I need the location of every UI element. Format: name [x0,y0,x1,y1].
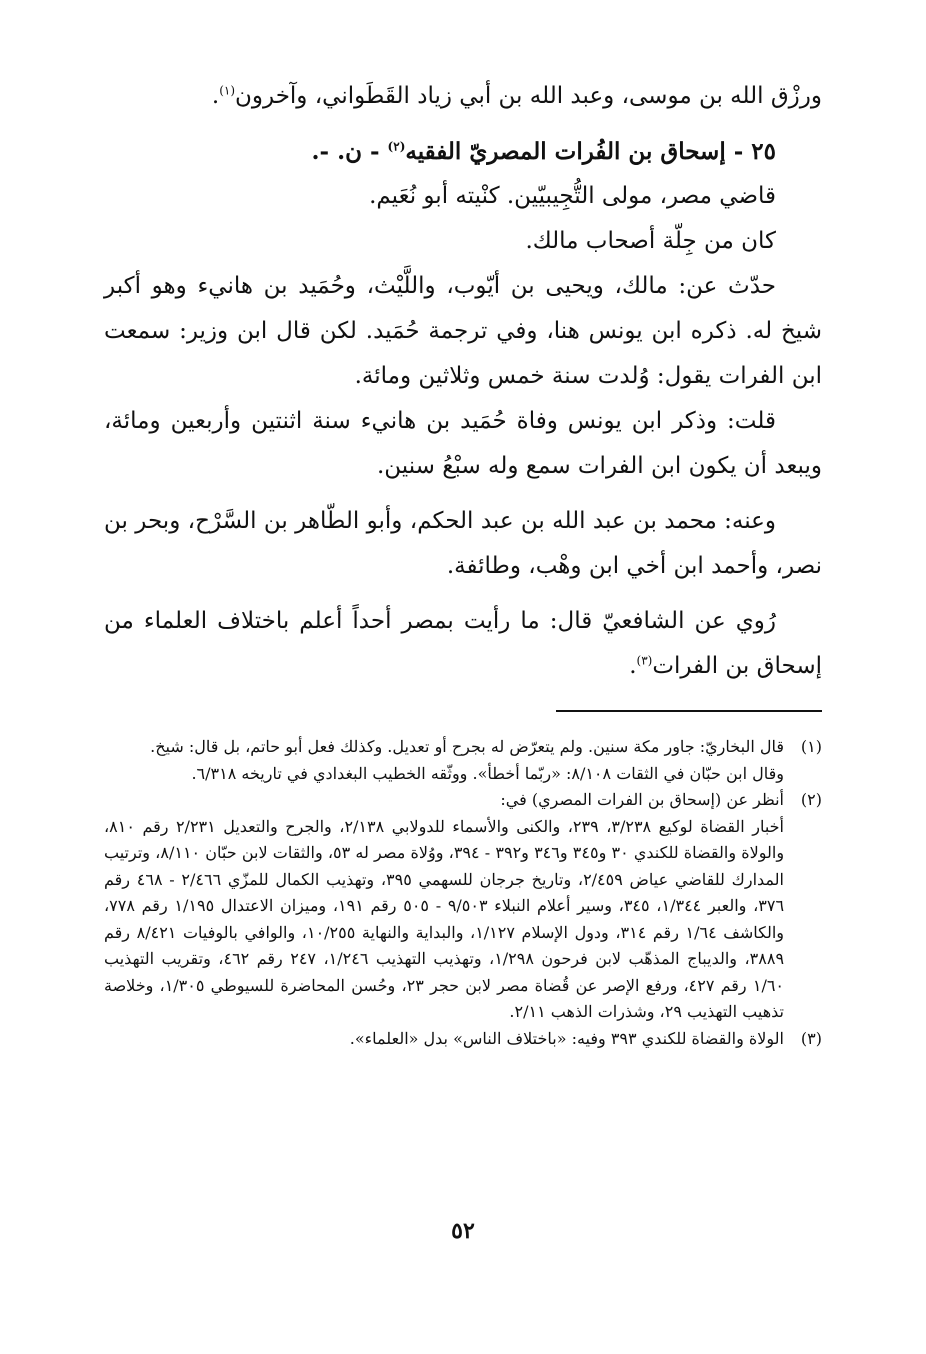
footnote-line: أنظر عن (إسحاق بن الفرات المصري) في: [500,790,784,809]
footnote-line: أخبار القضاة لوكيع ٣/٢٣٨، ٢٣٩، والكنى والأسماء للدولابي ٢/١٣٨، والجرح والتعديل ٢/٢٣١ رقم ٨١٠، والولاة والقضاة للكندي ٣٠ و٣٤٥ و٣٤٦ و٣٩٢ - ٣٩٤، ووُلاة مصر له ٥٣، والثقات لابن حبّان ٨/١١٠، وترتيب المدارك للقاضي عياض ٢/٤٥٩، وتاريخ جرجان للسهمي ٣٩٥، وتهذيب الكمال للمزّي ٢/٤٦٦ - ٤٦٨ رقم ٣٧٦، والعبر ١/٣٤٤، ٣٤٥، وسير أعلام النبلاء ٩/٥٠٣ - ٥٠٥ رقم ١٩١، وميزان الاعتدال ١/١٩٥ رقم ٧٧٨، والكاشف ١/٦٤ رقم ٣١٤، ودول الإسلام ١/١٢٧، والبداية والنهاية ١٠/٢٥٥، والوافي بالوفيات ٨/٤٢١ رقم ٣٨٨٩، والديباج المذهّب لابن فرحون ١/٢٩٨، وتهذيب التهذيب ١/٢٤٦، ٢٤٧ رقم ٤٦٢، وتقريب التهذيب ١/٦٠ رقم ٤٢٧، ورفع الإصر عن قُضاة مصر لابن حجر ٢٣، وحُسن المحاضرة للسيوطي ١/٣٠٥، وخلاصة تذهيب التهذيب ٢٩، وشذرات الذهب ٢/١١. [104,816,785,1021]
intro-line [104,74,822,119]
footnote-line: قال البخاريّ: جاور مكة سنين. ولم يتعرّض له بجرح أو تعديل. وكذلك فعل أبو حاتم، بل قال: شيخ. [150,737,784,756]
haddath-paragraph: حدّث عن: مالك، ويحيى بن أيّوب، واللَّيْث، وحُمَيد بن هانيء وهو أكبر شيخ له. ذكره ابن يونس هنا، وفي ترجمة حُمَيد. لكن قال ابن وزير: سمعت ابن الفرات يقول: وُلدت سنة خمس وثلاثين ومائة. [104,273,822,389]
ruwiya-paragraph [104,599,822,689]
footnote-1 [104,734,822,787]
footnote-ref-1: (١) [219,83,236,98]
entry-title: ٢٥ - إسحاق بن الفُرات المصريّ الفقيه [405,138,776,165]
kana-line: كان من جِلّة أصحاب مالك. [525,228,776,254]
footnote-ref-3: (٣) [636,653,653,668]
footnote-3 [104,1026,822,1053]
footnote-number: (٣) [800,1028,822,1048]
ruwiya-end: . [629,653,637,679]
footnote-number: (١) [800,737,822,756]
footnotes [104,734,822,1052]
intro-text: ورزْق الله بن موسى، وعبد الله بن أبي زياد القَطَواني، وآخرون [235,83,822,109]
qadi-line: قاضي مصر، مولى التُّجِيبيّين. كنْيته أبو نُعَيم. [369,183,776,209]
intro-end: . [211,83,220,109]
ruwiya-text: رُوي عن الشافعيّ قال: ما رأيت بمصر أحداً أعلم باختلاف العلماء من إسحاق بن الفرات [104,608,822,679]
footnote-ref-2: (٢) [387,139,406,154]
qultu-paragraph: قلت: وذكر ابن يونس وفاة حُمَيد بن هانيء سنة اثنتين وأربعين ومائة، ويبعد أن يكون ابن الفرات سمع وله سبْعُ سنين. [104,408,822,479]
footnote-number: (٢) [800,790,822,809]
main-text [104,74,822,689]
entry-heading [104,129,822,174]
entry-heading-end: - ن. -. [311,138,388,165]
page-number: ٥٢ [451,1218,475,1244]
footnote-line: الولاة والقضاة للكندي ٣٩٣ وفيه: «باختلاف الناس» بدل «العلماء». [349,1028,784,1048]
anhu-paragraph: وعنه: محمد بن عبد الله بن عبد الحكم، وأبو الطّاهر بن السَّرْح، وبحر بن نصر، وأحمد ابن أخي ابن وهْب، وطائفة. [104,508,822,579]
footnote-separator [556,710,822,712]
footnote-2 [104,787,822,1026]
footnote-line: وقال ابن حبّان في الثقات ٨/١٠٨: «ربّما أخطأ». ووثّقه الخطيب البغدادي في تاريخه ٦/٣١٨. [191,763,784,783]
